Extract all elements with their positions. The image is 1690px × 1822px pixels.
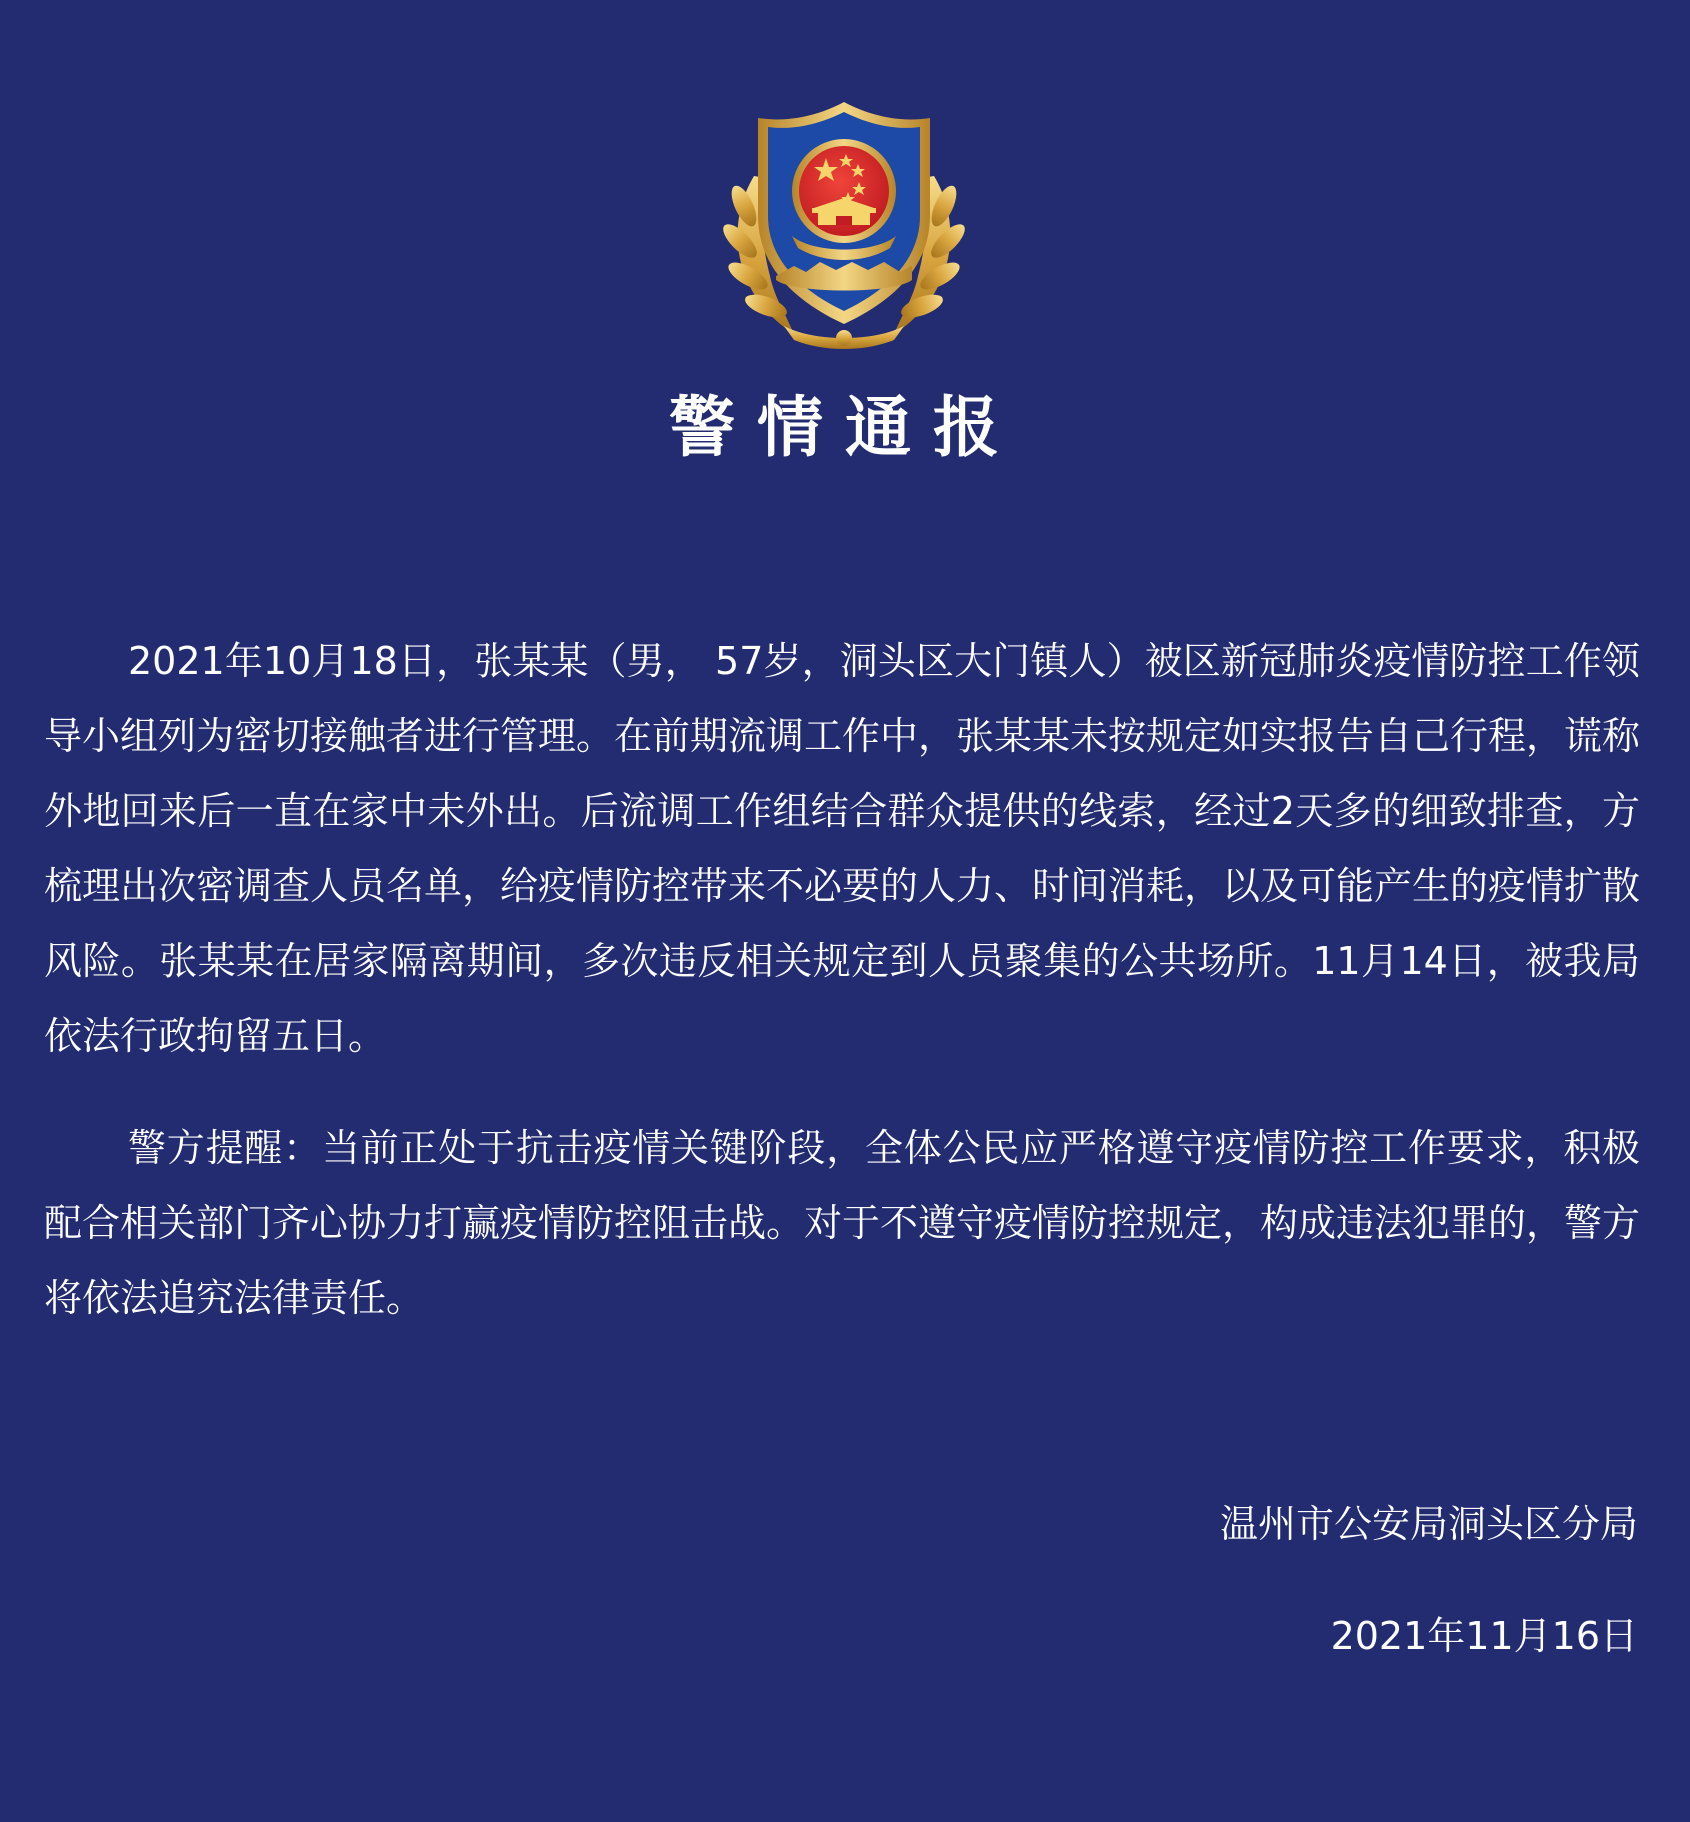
police-emblem-icon	[714, 96, 974, 356]
reminder-paragraph: 警方提醒：当前正处于抗击疫情关键阶段，全体公民应严格遵守疫情防控工作要求，积极配合相关部门齐心协力打赢疫情防控阻击战。对于不遵守疫情防控规定，构成违法犯罪的，警方将依法追究法律责任。	[44, 1126, 1641, 1320]
issue-date: 2021年11月16日	[1330, 1614, 1638, 1658]
page-title: 警情通报	[669, 389, 1021, 466]
issuer-signature: 温州市公安局洞头区分局	[1219, 1502, 1638, 1546]
notice-paragraph: 2021年10月18日，张某某（男， 57岁，洞头区大门镇人）被区新冠肺炎疫情防控工作领导小组列为密切接触者进行管理。在前期流调工作中，张某某未按规定如实报告自己行程，谎称外地回来后一直在家中未外出。后流调工作组结合群众提供的线索，经过2天多的细致排查，方梳理出次密调查人员名单，给疫情防控带来不必要的人力、时间消耗，以及可能产生的疫情扩散风险。张某某在居家隔离期间，多次违反相关规定到人员聚集的公共场所。11月14日，被我局依法行政拘留五日。	[44, 639, 1641, 1058]
